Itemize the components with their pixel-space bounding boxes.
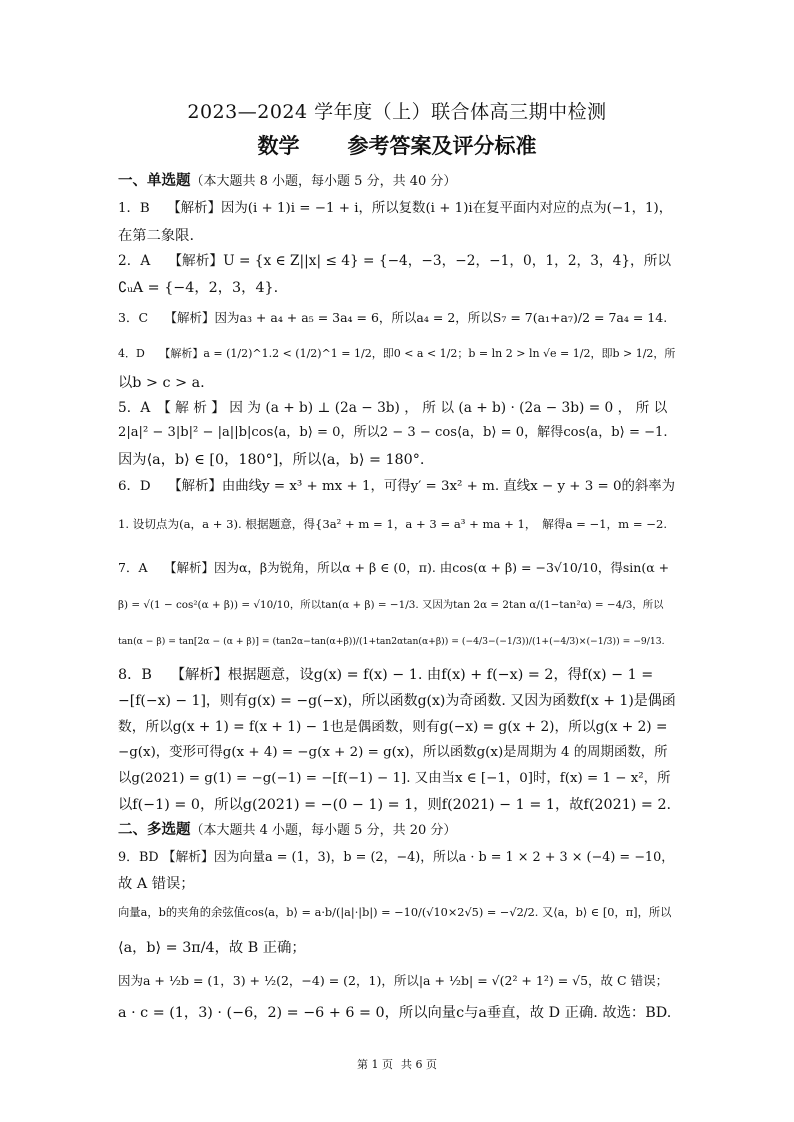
answer-line: 5．A 【 解 析 】 因 为 (a + b) ⊥ (2a − 3b) ， 所 以 (a + b) · (2a − 3b) = 0 ， 所 以 xyxy=(118,400,668,416)
answer-line: 8．B 【解析】根据题意，设g(x) = f(x) − 1. 由f(x) + f(−x) = 2，得f(x) − 1 = xyxy=(118,667,654,683)
page-number: 第 1 页 xyxy=(357,1058,393,1071)
answer-line: tan(α − β) = tan[2α − (α + β)] = (tan2α−tan(α+β))/(1+tan2αtan(α+β)) = (−4/3−(−1/3))/(1+(−4/3)×(−1/3)) = −9/13. xyxy=(118,636,665,647)
answer-line: 9．BD 【解析】因为向量a = (1，3)，b = (2，−4)，所以a · b = 1 × 2 + 3 × (−4) = −10， xyxy=(118,850,675,865)
answer-line: β) = √(1 − cos²(α + β)) = √10/10，所以tan(α + β) = −1/3. 又因为tan 2α = 2tan α/(1−tan²α) = −4/3，所以 xyxy=(118,599,664,611)
document-title: 2023—2024 学年度（上）联合体高三期中检测 xyxy=(187,101,607,123)
section-heading-single-choice: 一、单选题（本大题共 8 小题，每小题 5 分，共 40 分） xyxy=(118,173,457,189)
answer-line: 3．C 【解析】因为a₃ + a₄ + a₅ = 3a₄ = 6，所以a₄ = 2，所以S₇ = 7(a₁+a₇)/2 = 7a₄ = 14. xyxy=(118,310,668,325)
answer-line: 向量a，b的夹角的余弦值cos⟨a，b⟩ = a·b/(|a|·|b|) = −10/(√10×2√5) = −√2/2. 又⟨a，b⟩ ∈ [0，π]，所以 xyxy=(118,906,672,919)
answer-line: 在第二象限. xyxy=(118,228,195,244)
answer-line: 2．A 【解析】U = {x ∈ Z||x| ≤ 4} = {−4，−3，−2，−1，0，1，2，3，4}，所以 xyxy=(118,253,672,269)
answer-line: −[f(−x) − 1]，则有g(x) = −g(−x)，所以函数g(x)为奇函数. 又因为函数f(x + 1)是偶函 xyxy=(118,693,676,709)
answer-line: a · c = (1，3) · (−6，2) = −6 + 6 = 0，所以向量c与a垂直，故 D 正确. 故选：BD. xyxy=(118,1005,672,1021)
answer-line: 以b > c > a. xyxy=(118,375,205,391)
answer-line: 以f(−1) = 0，所以g(2021) = −(0 − 1) = 1，则f(2021) − 1 = 1，故f(2021) = 2. xyxy=(118,797,672,813)
answer-line: 因为⟨a，b⟩ ∈ [0，180°]，所以⟨a，b⟩ = 180°. xyxy=(118,452,425,468)
answer-line: 7．A 【解析】因为α，β为锐角，所以α + β ∈ (0，π). 由cos(α + β) = −3√10/10，得sin(α + xyxy=(118,560,670,575)
document-subtitle xyxy=(0,130,794,160)
answer-line: 6．D 【解析】由曲线y = x³ + mx + 1，可得y′ = 3x² + m. 直线x − y + 3 = 0的斜率为 xyxy=(118,479,676,494)
answer-line: 数，所以g(x + 1) = f(x + 1) − 1也是偶函数，则有g(−x) = g(x + 2)，所以g(x + 2) = xyxy=(118,719,668,735)
answer-line: 2|a|² − 3|b|² − |a||b|cos⟨a，b⟩ = 0，所以2 − 3 − cos⟨a，b⟩ = 0，解得cos⟨a，b⟩ = −1. xyxy=(118,425,668,440)
subject-label: 数学 xyxy=(257,134,300,158)
doc-type-label: 参考答案及评分标准 xyxy=(347,134,537,158)
page-footer xyxy=(0,1056,794,1072)
answer-line: 4．D 【解析】a = (1/2)^1.2 < (1/2)^1 = 1/2，即0 < a < 1/2；b = ln 2 > ln √e = 1/2，即b > 1/2，所 xyxy=(118,347,676,360)
answer-line: 1．B 【解析】因为(i + 1)i = −1 + i，所以复数(i + 1)i在复平面内对应的点为(−1，1)， xyxy=(118,201,673,216)
answer-line: 因为a + ½b = (1，3) + ½(2，−4) = (2，1)，所以|a + ½b| = √(2² + 1²) = √5，故 C 错误； xyxy=(118,973,669,988)
answer-line: 1. 设切点为(a，a + 3). 根据题意，得{3a² + m = 1，a + 3 = a³ + ma + 1， 解得a = −1，m = −2. xyxy=(118,517,668,531)
page-total: 共 6 页 xyxy=(401,1058,437,1071)
answer-line: ⟨a，b⟩ = 3π/4，故 B 正确； xyxy=(118,940,306,956)
section-heading-multiple-choice: 二、多选题（本大题共 4 小题，每小题 5 分，共 20 分） xyxy=(118,822,457,838)
answer-line: ∁ᵤA = {−4，2，3，4}. xyxy=(118,280,279,296)
answer-line: 以g(2021) = g(1) = −g(−1) = −[f(−1) − 1]. 又由当x ∈ [−1，0]时，f(x) = 1 − x²，所 xyxy=(118,771,671,786)
answer-line: 故 A 错误； xyxy=(118,876,195,892)
answer-line: −g(x)，变形可得g(x + 4) = −g(x + 2) = g(x)，所以函数g(x)是周期为 4 的周期函数，所 xyxy=(118,745,668,760)
